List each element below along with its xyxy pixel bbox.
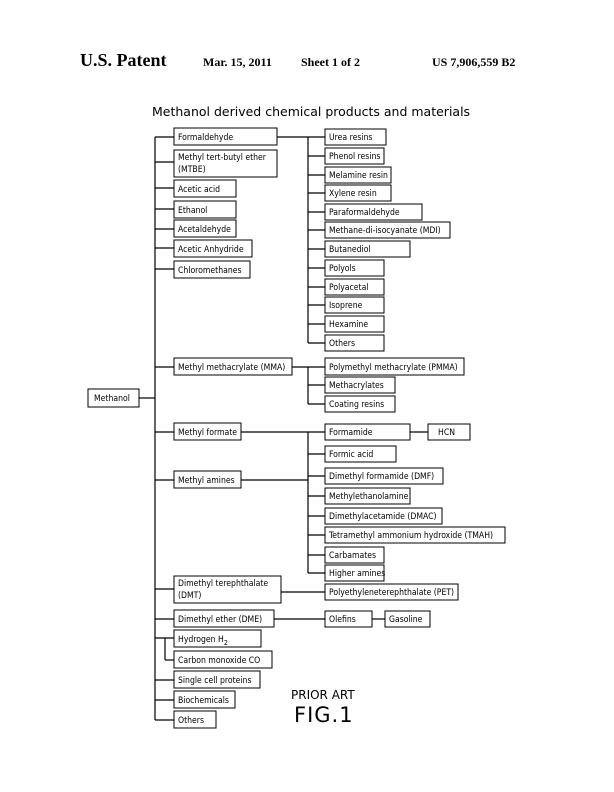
label-hcn: HCN — [438, 428, 455, 438]
label-polyacetal: Polyacetal — [329, 283, 369, 293]
label-hydrogen-subscript: 2 — [223, 639, 228, 647]
label-dme: Dimethyl ether (DME) — [178, 615, 263, 625]
label-methyl-amines: Methyl amines — [178, 476, 235, 486]
label-mdi: Methane-di-isocyanate (MDI) — [329, 226, 441, 236]
label-dmt-line1: Dimethyl terephthalate — [178, 579, 269, 589]
sheet-label: Sheet 1 of 2 — [301, 55, 360, 69]
label-gasoline: Gasoline — [389, 615, 423, 625]
label-mtbe-line1: Methyl tert-butyl ether — [178, 153, 266, 163]
label-phenol-resins: Phenol resins — [329, 152, 381, 162]
label-others-formaldehyde: Others — [329, 339, 355, 349]
label-paraformaldehyde: Paraformaldehyde — [329, 208, 400, 218]
label-acetic-anhydride: Acetic Anhydride — [178, 245, 244, 255]
label-formaldehyde: Formaldehyde — [178, 133, 234, 143]
label-formic-acid: Formic acid — [329, 450, 374, 460]
label-polyols: Polyols — [329, 264, 356, 274]
label-dmt-line2: (DMT) — [178, 591, 202, 601]
label-formamide: Formamide — [329, 428, 373, 438]
label-butanediol: Butanediol — [329, 245, 371, 255]
label-dmf: Dimethyl formamide (DMF) — [329, 472, 435, 482]
label-olefins: Olefins — [329, 615, 356, 625]
label-carbamates: Carbamates — [329, 551, 377, 561]
label-pmma: Polymethyl methacrylate (PMMA) — [329, 363, 458, 373]
label-tmah: Tetramethyl ammonium hydroxide (TMAH) — [329, 531, 494, 541]
label-single-cell: Single cell proteins — [178, 676, 252, 686]
label-hexamine: Hexamine — [329, 320, 369, 330]
label-pet: Polyethyleneterephthalate (PET) — [329, 588, 455, 598]
prior-art-label: PRIOR ART — [291, 688, 355, 702]
patent-number: US 7,906,559 B2 — [432, 55, 516, 69]
label-acetic-acid: Acetic acid — [178, 185, 221, 195]
label-methacrylates: Methacrylates — [329, 381, 384, 391]
label-hydrogen-text: Hydrogen H — [178, 635, 224, 645]
figure-title: Methanol derived chemical products and materials — [152, 104, 471, 119]
label-higher-amines: Higher amines — [329, 569, 386, 579]
label-methanol: Methanol — [94, 394, 130, 404]
figure-label: FIG.1 — [294, 703, 354, 727]
label-coating-resins: Coating resins — [329, 400, 385, 410]
label-others-level1: Others — [178, 716, 204, 726]
label-dmac: Dimethylacetamide (DMAC) — [329, 512, 437, 522]
label-ethanol: Ethanol — [178, 206, 208, 216]
label-acetaldehyde: Acetaldehyde — [178, 225, 231, 235]
label-biochemicals: Biochemicals — [178, 696, 229, 706]
label-methylethanolamine: Methylethanolamine — [329, 492, 409, 502]
label-mtbe-line2: (MTBE) — [178, 165, 206, 175]
label-urea-resins: Urea resins — [329, 133, 373, 143]
patent-label: U.S. Patent — [80, 50, 167, 70]
patent-date: Mar. 15, 2011 — [203, 55, 272, 69]
label-methyl-formate: Methyl formate — [178, 428, 238, 438]
label-melamine-resin: Melamine resin — [329, 171, 388, 181]
label-carbon-monoxide: Carbon monoxide CO — [178, 656, 261, 666]
label-mma: Methyl methacrylate (MMA) — [178, 363, 286, 373]
label-isoprene: Isoprene — [329, 301, 363, 311]
label-xylene-resin: Xylene resin — [329, 189, 377, 199]
label-chloromethanes: Chloromethanes — [178, 266, 242, 276]
